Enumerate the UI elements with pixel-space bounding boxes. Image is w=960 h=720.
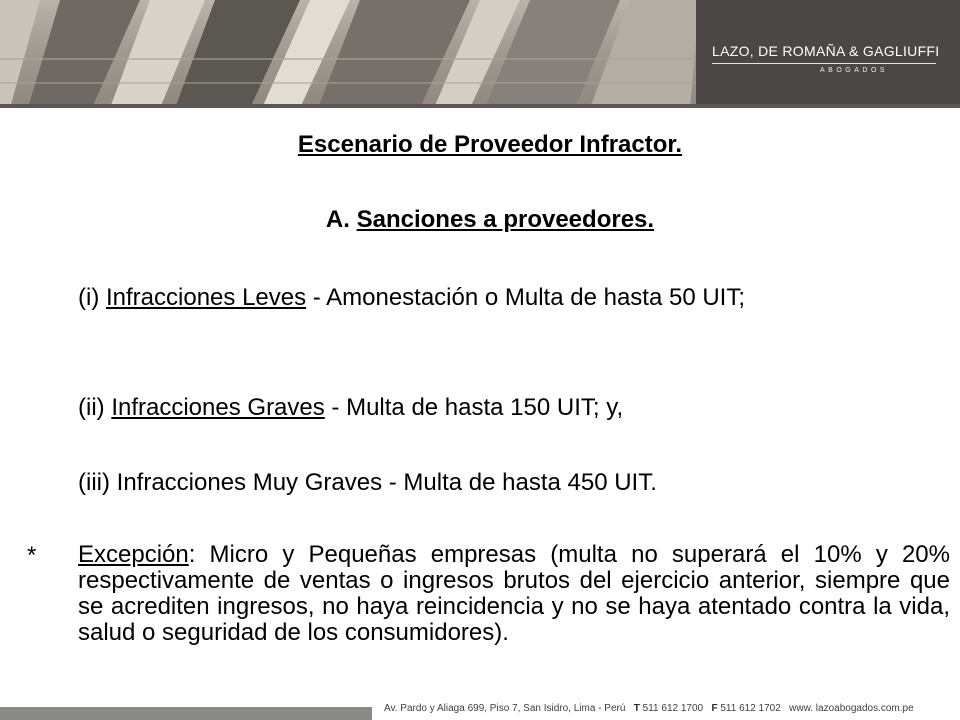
list-item [78,285,950,311]
list-item [78,470,950,496]
section-prefix: A. [325,206,350,233]
footer-phone-label: T [633,703,640,714]
note-text: : Micro y Pequeñas empresas (multa no superará el 10% y 20% respectivamente de ventas o ingresos brutos del ejercicio anterior, siempre que se acrediten ingresos, no haya reincidencia y no se haya atentado contra la vida, salud o seguridad de los consumidores). [78,541,950,646]
list-item [78,395,950,421]
header-rule [0,104,960,108]
footer-fax-label: F [711,703,718,714]
footer-phone: 511 612 1700 [642,703,704,714]
item-text: (iii) Infracciones Muy Graves - Multa de hasta 450 UIT. [78,469,657,496]
firm-subtitle: ABOGADOS [820,67,889,74]
header-banner [0,0,960,108]
item-term: Infracciones Leves [106,284,307,311]
slide-title: Escenario de Proveedor Infractor. [297,131,683,158]
exception-note [78,542,950,646]
section-title: Sanciones a proveedores. [356,206,655,233]
item-prefix: (ii) [78,394,105,421]
item-prefix: (i) [78,284,100,311]
footer-website: www. lazoabogados.com.pe [789,703,914,714]
item-text: - Multa de hasta 150 UIT; y, [331,394,624,421]
note-term: Excepción [78,541,189,568]
note-asterisk: * [27,542,37,569]
footer-bar [0,707,372,720]
item-term: Infracciones Graves [111,394,325,421]
firm-divider [712,63,936,64]
footer-address: Av. Pardo y Aliaga 699, Piso 7, San Isidro, Lima - Perú [384,703,626,714]
section-heading [0,206,960,234]
firm-name: LAZO, DE ROMAÑA & GAGLIUFFI [712,43,940,59]
item-text: - Amonestación o Multa de hasta 50 UIT; [312,284,746,311]
footer-contact [384,703,914,714]
footer-fax: 511 612 1702 [720,703,781,714]
